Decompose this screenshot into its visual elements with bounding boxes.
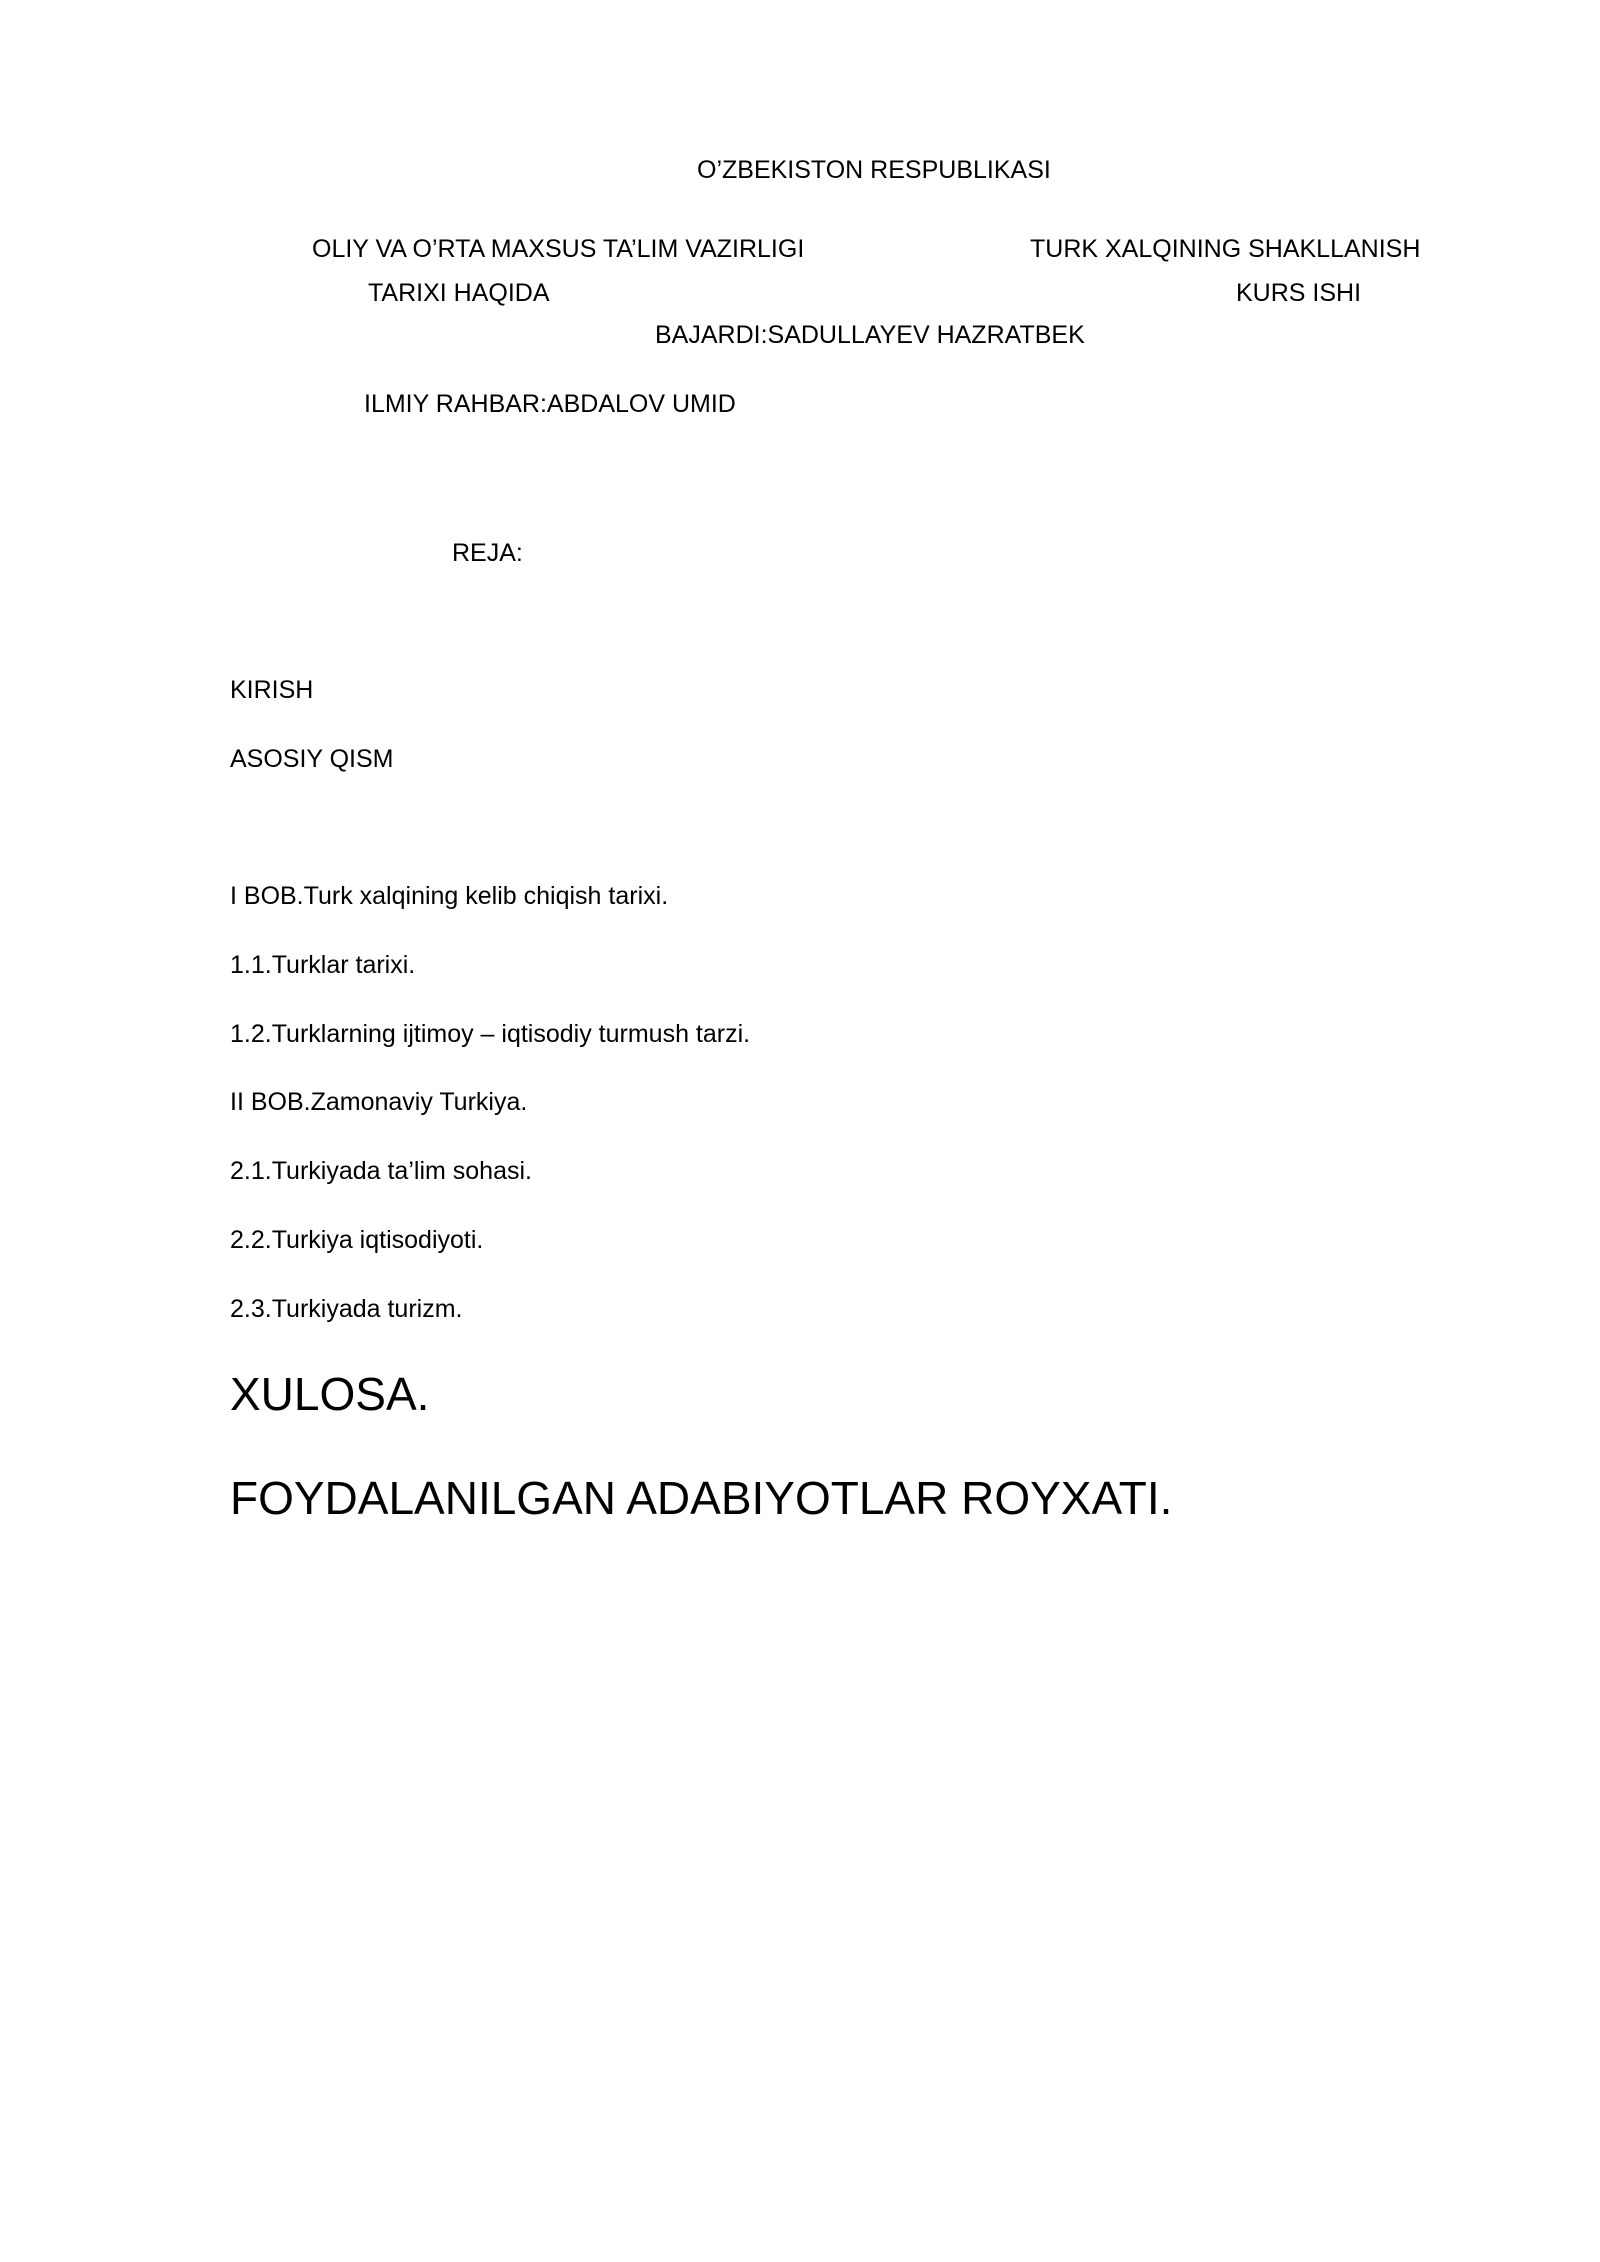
plan-item-main-part: ASOSIY QISM (230, 745, 394, 773)
work-type: KURS ISHI (1236, 279, 1362, 307)
plan-item-chapter-2: II BOB.Zamonaviy Turkiya. (230, 1088, 528, 1116)
plan-item-chapter-1: I BOB.Turk xalqining kelib chiqish tarixi. (230, 882, 669, 910)
conclusion-heading: XULOSA. (230, 1368, 430, 1420)
references-heading: FOYDALANILGAN ADABIYOTLAR ROYXATI. (230, 1472, 1173, 1524)
author-line: BAJARDI:SADULLAYEV HAZRATBEK (655, 321, 1085, 349)
ministry-title: OLIY VA O’RTA MAXSUS TA’LIM VAZIRLIGI (312, 235, 805, 263)
plan-item-1-2: 1.2.Turklarning ijtimoy – iqtisodiy turmush tarzi. (230, 1020, 751, 1048)
plan-item-intro: KIRISH (230, 676, 314, 704)
plan-item-1-1: 1.1.Turklar tarixi. (230, 951, 416, 979)
republic-title: O’ZBEKISTON RESPUBLIKASI (697, 156, 1051, 184)
topic-title-part1: TURK XALQINING SHAKLLANISH (1030, 235, 1421, 263)
supervisor-line: ILMIY RAHBAR:ABDALOV UMID (364, 390, 736, 418)
topic-title-part2: TARIXI HAQIDA (368, 279, 550, 307)
plan-item-2-2: 2.2.Turkiya iqtisodiyoti. (230, 1226, 484, 1254)
plan-item-2-3: 2.3.Turkiyada turizm. (230, 1295, 463, 1323)
plan-item-2-1: 2.1.Turkiyada ta’lim sohasi. (230, 1157, 532, 1185)
plan-heading: REJA: (452, 539, 523, 567)
